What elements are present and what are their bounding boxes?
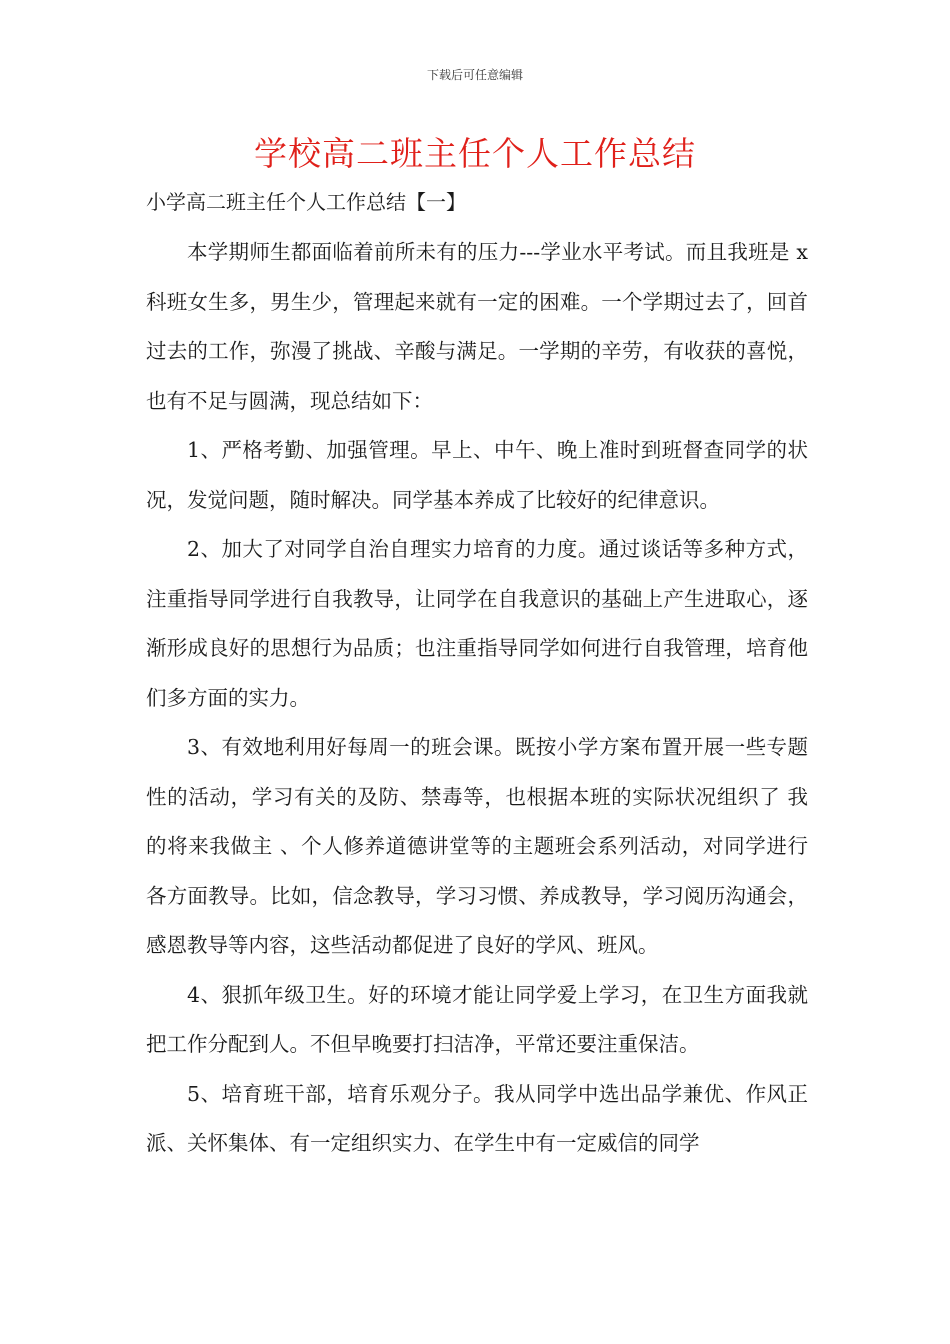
paragraph-item-5: 5、培育班干部，培育乐观分子。我从同学中选出品学兼优、作风正派、关怀集体、有一定组织实力、在学生中有一定威信的同学 [146,1081,808,1155]
document-title: 学校高二班主任个人工作总结 [254,134,696,173]
header-note: 下载后可任意编辑 [426,68,523,82]
paragraph-item-4: 4、狠抓年级卫生。好的环境才能让同学爱上学习，在卫生方面我就把工作分配到人。不但早晚要打扫洁净，平常还要注重保洁。 [146,982,808,1056]
document-body [146,228,808,1169]
document-subtitle: 小学高二班主任个人工作总结【一】 [146,190,466,214]
paragraph-intro: 本学期师生都面临着前所未有的压力---学业水平考试。而且我班是 x 科班女生多，男生少，管理起来就有一定的困难。一个学期过去了，回首过去的工作，弥漫了挑战、辛酸与满足。一学期的辛劳，有收获的喜悦，也有不足与圆满，现总结如下： [146,240,808,413]
paragraph-item-2: 2、加大了对同学自治自理实力培育的力度。通过谈话等多种方式，注重指导同学进行自我教导，让同学在自我意识的基础上产生进取心，逐渐形成良好的思想行为品质；也注重指导同学如何进行自我管理，培育他们多方面的实力。 [146,537,808,710]
paragraph-item-1: 1、严格考勤、加强管理。早上、中午、晚上准时到班督查同学的状况，发觉问题，随时解决。同学基本养成了比较好的纪律意识。 [146,438,808,512]
paragraph-item-3: 3、有效地利用好每周一的班会课。既按小学方案布置开展一些专题性的活动，学习有关的及防、禁毒等，也根据本班的实际状况组织了 我的将来我做主 、个人修养道德讲堂等的主题班会系列活动，对同学进行各方面教导。比如，信念教导，学习习惯、养成教导，学习阅历沟通会，感恩教导等内容，这些活动都促进了良好的学风、班风。 [146,735,808,957]
